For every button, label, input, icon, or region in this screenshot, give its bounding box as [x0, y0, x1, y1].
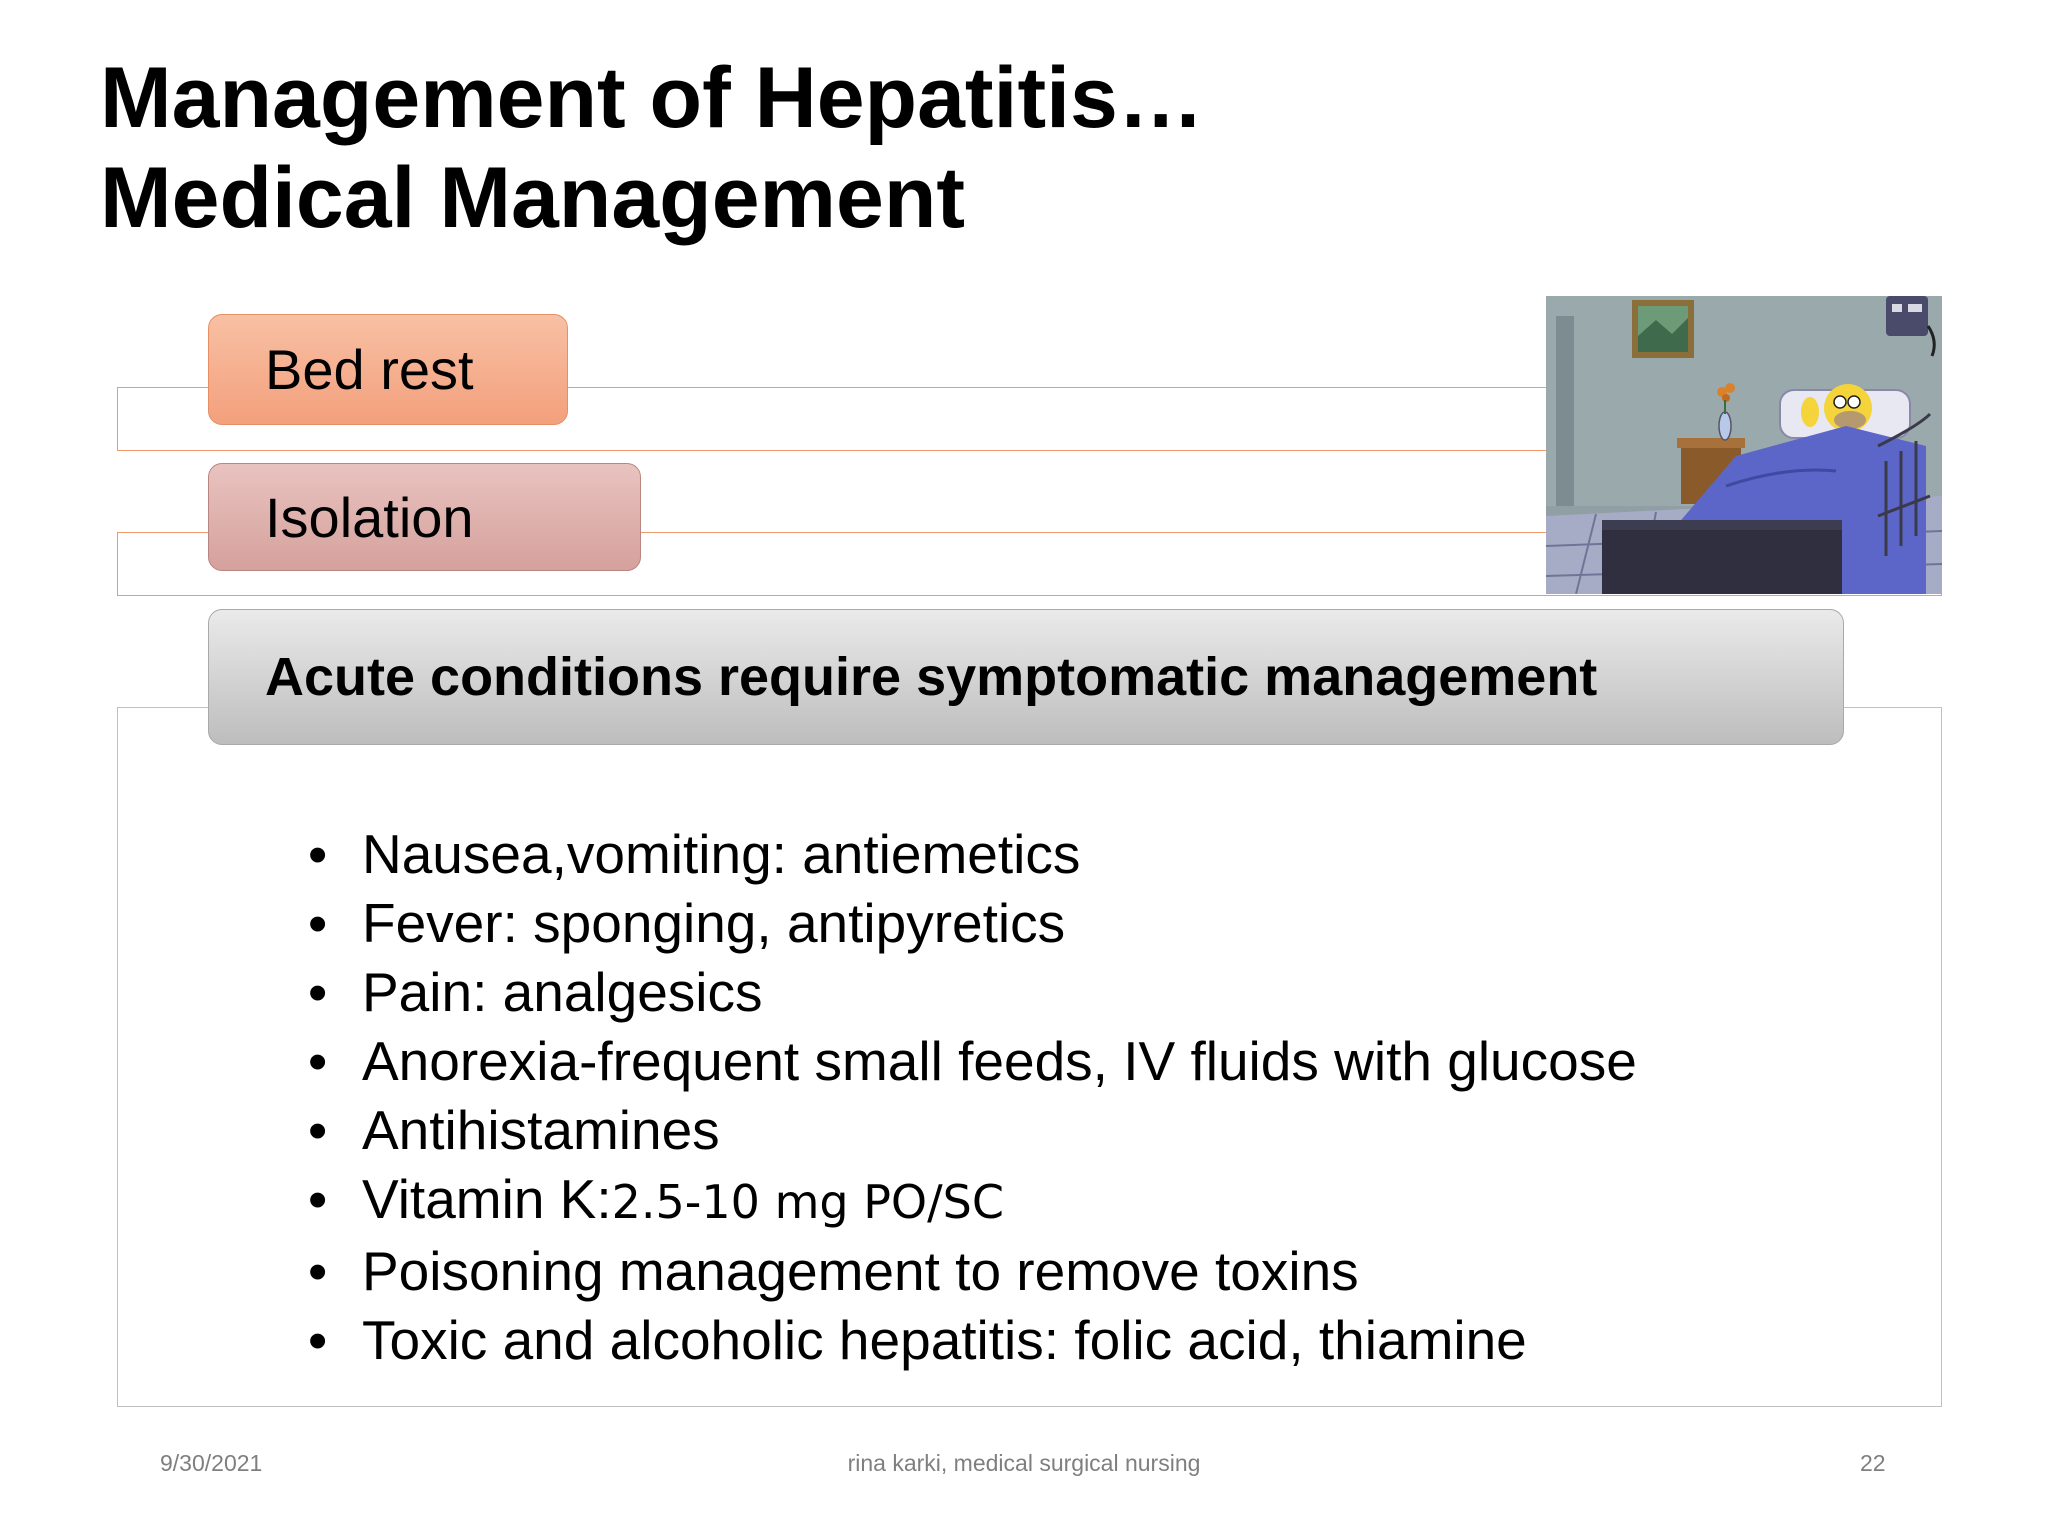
vitamin-k-dose: 2.5-10 mg PO/SC — [611, 1175, 1004, 1229]
footer-author: rina karki, medical surgical nursing — [847, 1450, 1201, 1476]
list-item-text: Nausea,vomiting: antiemetics — [362, 823, 1081, 885]
slide-title — [100, 48, 1204, 248]
list-item-text: Vitamin K: — [362, 1168, 612, 1230]
bullet-marker: • — [308, 1309, 328, 1371]
bullet-marker: • — [308, 892, 328, 954]
list-item — [308, 1165, 1637, 1237]
bed-rest-box — [208, 314, 568, 425]
footer-page-number: 22 — [1860, 1450, 1886, 1476]
bullet-marker: • — [308, 823, 328, 885]
symptom-management-list — [308, 820, 1637, 1375]
list-item-text: Toxic and alcoholic hepatitis: folic acid, thiamine — [362, 1309, 1527, 1371]
list-item — [308, 1027, 1637, 1096]
bullet-marker: • — [308, 1168, 328, 1230]
bullet-marker: • — [308, 961, 328, 1023]
title-line-1: Management of Hepatitis… — [100, 50, 1204, 146]
list-item-text: Antihistamines — [362, 1099, 720, 1161]
isolation-box — [208, 463, 641, 571]
list-item-text: Anorexia-frequent small feeds, IV fluids with glucose — [362, 1030, 1637, 1092]
footer-date: 9/30/2021 — [160, 1450, 263, 1476]
bullet-marker: • — [308, 1030, 328, 1092]
acute-conditions-label: Acute conditions require symptomatic management — [265, 647, 1598, 707]
list-item-text: Pain: analgesics — [362, 961, 763, 1023]
cartoon-hospital-bed-image — [1546, 296, 1942, 594]
list-item — [308, 1306, 1637, 1375]
bed-rest-label: Bed rest — [265, 338, 474, 401]
bullet-marker: • — [308, 1099, 328, 1161]
list-item — [308, 958, 1637, 1027]
bullet-marker: • — [308, 1240, 328, 1302]
list-item — [308, 820, 1637, 889]
list-item — [308, 1237, 1637, 1306]
acute-conditions-box — [208, 609, 1844, 745]
list-item-text: Fever: sponging, antipyretics — [362, 892, 1066, 954]
list-item-text: Poisoning management to remove toxins — [362, 1240, 1359, 1302]
list-item — [308, 1096, 1637, 1165]
list-item — [308, 889, 1637, 958]
title-line-2: Medical Management — [100, 150, 965, 246]
isolation-label: Isolation — [265, 485, 474, 549]
